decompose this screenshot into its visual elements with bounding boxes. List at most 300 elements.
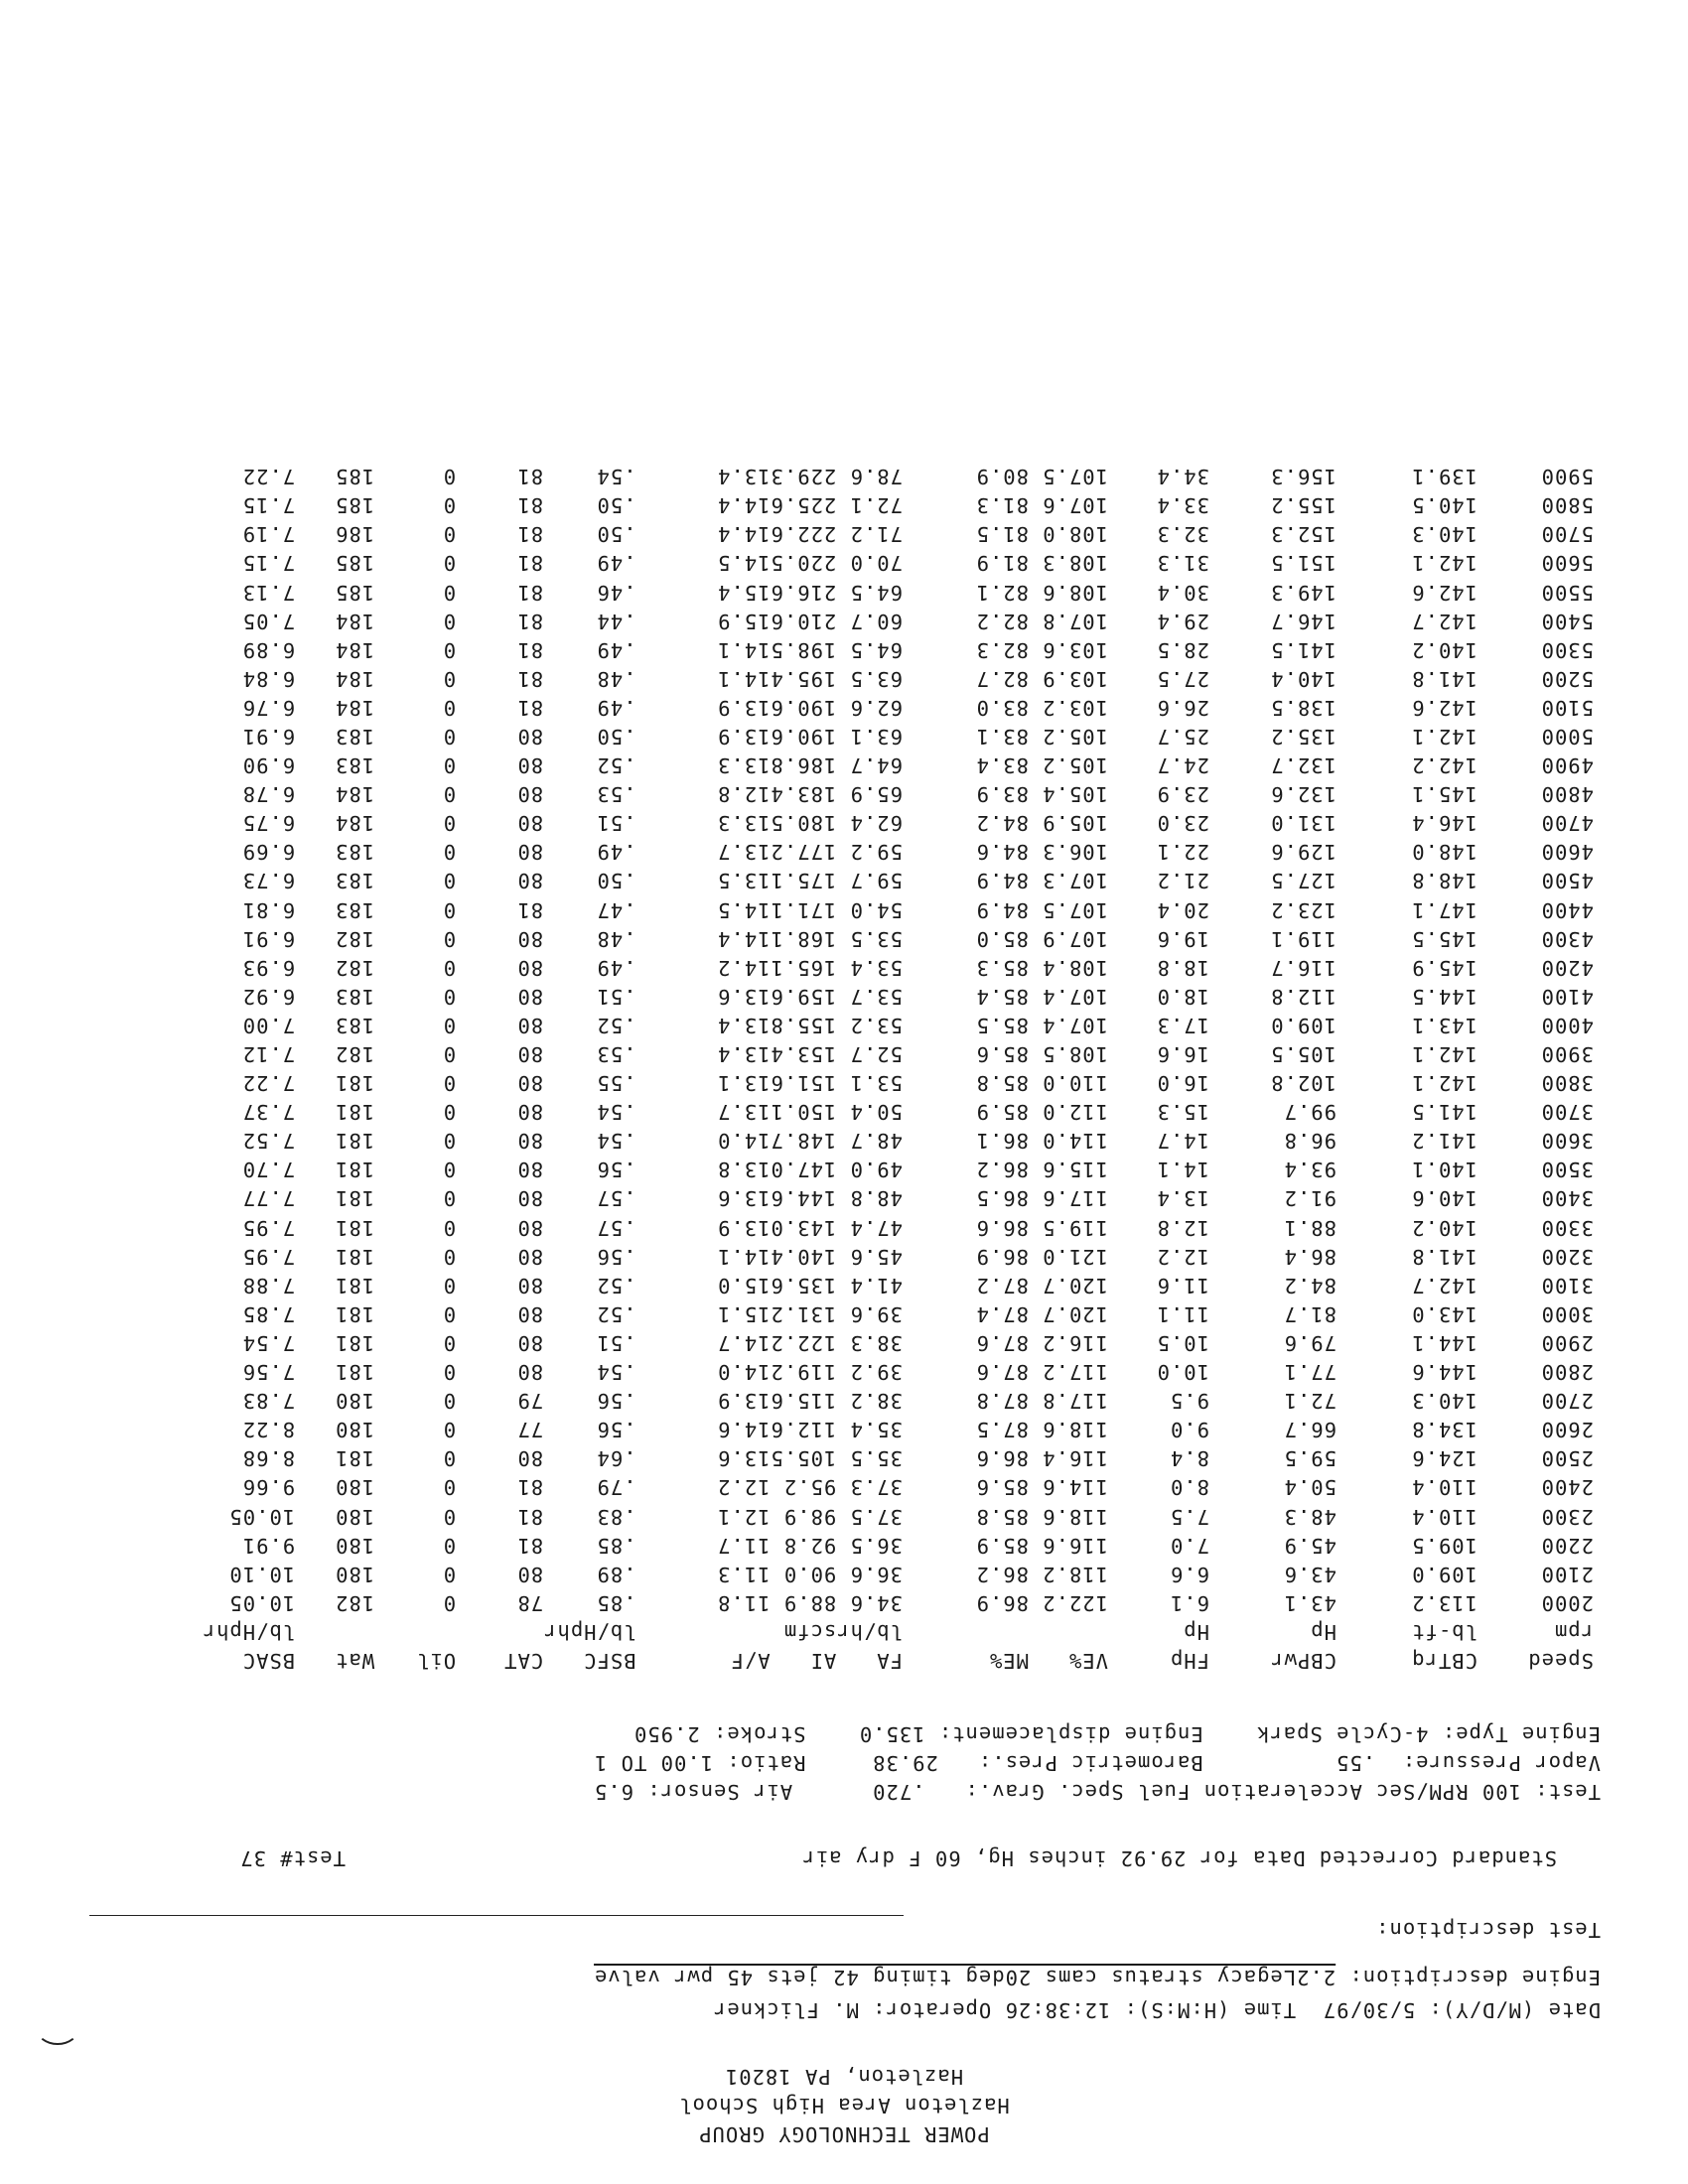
cell-af: 13.8	[717, 1158, 771, 1182]
cell-af: 14.4	[717, 926, 771, 951]
cell-cbpwr: 81.7	[1283, 1301, 1336, 1326]
cell-cat: 80	[516, 1042, 544, 1067]
cell-cbtrq: 148.0	[1411, 840, 1477, 865]
cell-af: 13.5	[717, 869, 771, 893]
column-header-bsac: lb/Hphr	[202, 1619, 296, 1644]
cell-cat: 80	[516, 1186, 544, 1211]
cell-cbtrq: 142.7	[1411, 1273, 1477, 1297]
cell-speed: 5100	[1540, 695, 1594, 720]
cell-me: 85.6	[975, 1475, 1029, 1500]
cell-me: 85.9	[975, 1100, 1029, 1125]
cell-oil: 0	[442, 1533, 457, 1558]
cell-oil: 0	[442, 1446, 457, 1471]
cell-cbtrq: 141.5	[1411, 1100, 1477, 1125]
cell-cbtrq: 142.6	[1411, 580, 1477, 605]
cell-ve: 112.0	[1042, 1100, 1108, 1125]
table-row	[203, 1183, 1594, 1212]
cell-ai: 225.6	[770, 493, 837, 518]
cell-af: 13.4	[717, 465, 771, 489]
cell-cat: 80	[516, 1244, 544, 1269]
cell-bsfc: .64	[596, 1446, 636, 1471]
cell-cbtrq: 140.2	[1411, 637, 1477, 662]
cell-bsfc: .50	[596, 869, 636, 893]
cell-fhp: 18.0	[1156, 984, 1209, 1009]
cell-me: 86.6	[975, 1446, 1029, 1471]
cell-fhp: 26.6	[1156, 695, 1209, 720]
cell-cbpwr: 123.2	[1270, 897, 1336, 922]
column-header-ai: AI	[809, 1649, 837, 1673]
cell-cat: 81	[516, 695, 544, 720]
cell-fhp: 32.3	[1156, 522, 1209, 547]
cell-af: 14.5	[717, 897, 771, 922]
cell-wat: 184	[335, 637, 375, 662]
cell-speed: 4700	[1540, 811, 1594, 836]
cell-bsac: 9.91	[241, 1533, 296, 1558]
column-header-me: ME%	[988, 1649, 1029, 1673]
cell-oil: 0	[442, 1590, 457, 1615]
standard-conditions: Standard Corrected Data for 29.92 inches Hg, 60 F dry air	[801, 1846, 1557, 1870]
cell-wat: 181	[335, 1071, 375, 1096]
column-header-me	[903, 1617, 1029, 1646]
cell-ai: 115.6	[770, 1389, 837, 1414]
cell-me: 85.6	[975, 1042, 1029, 1067]
cell-bsfc: .51	[596, 984, 636, 1009]
table-row	[203, 1271, 1594, 1299]
table-row	[203, 1501, 1594, 1530]
table-row	[203, 1443, 1594, 1472]
cell-bsfc: .46	[596, 580, 636, 605]
column-header-oil	[374, 1617, 456, 1646]
cell-wat: 181	[335, 1273, 375, 1297]
column-header-speed: Speed	[1527, 1649, 1594, 1673]
cell-cat: 80	[516, 926, 544, 951]
table-row	[203, 751, 1594, 779]
cell-cat: 80	[516, 725, 544, 749]
cell-fhp: 20.4	[1156, 897, 1209, 922]
cell-ai: 95.2	[782, 1475, 837, 1500]
cell-bsfc: .54	[596, 1360, 636, 1385]
cell-wat: 180	[335, 1504, 375, 1529]
cell-ve: 107.5	[1042, 465, 1108, 489]
cell-bsfc: .48	[596, 926, 636, 951]
cell-wat: 184	[335, 695, 375, 720]
cell-me: 83.1	[975, 725, 1029, 749]
cell-speed: 3300	[1540, 1215, 1594, 1240]
cell-af: 12.8	[717, 782, 771, 807]
cell-bsfc: .79	[596, 1475, 636, 1500]
cell-fhp: 8.4	[1169, 1446, 1209, 1471]
table-row	[203, 1039, 1594, 1068]
cell-cat: 81	[516, 897, 544, 922]
cell-speed: 3800	[1540, 1071, 1594, 1096]
cell-fa: 36.6	[849, 1562, 903, 1586]
cell-cbpwr: 112.8	[1270, 984, 1336, 1009]
table-row	[203, 635, 1594, 664]
cell-cbtrq: 109.0	[1411, 1562, 1477, 1586]
cell-fhp: 23.9	[1156, 782, 1209, 807]
cell-fhp: 31.3	[1156, 551, 1209, 576]
cell-cbpwr: 132.6	[1270, 782, 1336, 807]
cell-bsfc: .44	[596, 609, 636, 633]
cell-cat: 80	[516, 984, 544, 1009]
cell-cbtrq: 140.6	[1411, 1186, 1477, 1211]
cell-me: 82.2	[975, 609, 1029, 633]
cell-fa: 41.4	[849, 1273, 903, 1297]
engine-description-label: Engine description:	[1336, 1966, 1601, 1989]
cell-af: 12.1	[717, 1504, 771, 1529]
cell-cbtrq: 145.5	[1411, 926, 1477, 951]
cell-oil: 0	[442, 493, 457, 518]
cell-speed: 2100	[1540, 1562, 1594, 1586]
cell-cbpwr: 91.2	[1283, 1186, 1336, 1211]
cell-cbtrq: 142.1	[1411, 1042, 1477, 1067]
cell-bsac: 7.13	[241, 580, 296, 605]
cell-ve: 117.6	[1042, 1186, 1108, 1211]
cell-af: 13.7	[717, 1100, 771, 1125]
cell-af: 15.9	[717, 609, 771, 633]
cell-cbpwr: 149.3	[1270, 580, 1336, 605]
cell-fa: 54.0	[849, 897, 903, 922]
cell-wat: 181	[335, 1100, 375, 1125]
cell-wat: 183	[335, 725, 375, 749]
table-row	[203, 924, 1594, 953]
cell-me: 85.9	[975, 1533, 1029, 1558]
cell-ve: 107.3	[1042, 869, 1108, 893]
cell-oil: 0	[442, 1330, 457, 1355]
cell-speed: 2500	[1540, 1446, 1594, 1471]
cell-cat: 80	[516, 1071, 544, 1096]
cell-cbpwr: 102.8	[1270, 1071, 1336, 1096]
cell-bsfc: .85	[596, 1590, 636, 1615]
cell-bsfc: .53	[596, 782, 636, 807]
cell-bsfc: .54	[596, 1100, 636, 1125]
cell-cbpwr: 131.0	[1270, 811, 1336, 836]
org-name: POWER TECHNOLOGY GROUP	[698, 2122, 990, 2146]
cell-fhp: 11.1	[1156, 1301, 1209, 1326]
cell-oil: 0	[442, 1562, 457, 1586]
cell-cat: 80	[516, 1330, 544, 1355]
cell-oil: 0	[442, 580, 457, 605]
table-row	[203, 577, 1594, 606]
cell-ve: 118.2	[1042, 1562, 1108, 1586]
cell-cat: 81	[516, 580, 544, 605]
cell-bsfc: .56	[596, 1244, 636, 1269]
cell-cbpwr: 141.5	[1270, 637, 1336, 662]
cell-wat: 184	[335, 666, 375, 691]
cell-cat: 81	[516, 637, 544, 662]
cell-cbpwr: 45.9	[1283, 1533, 1336, 1558]
cell-bsac: 7.85	[241, 1301, 296, 1326]
cell-speed: 3200	[1540, 1244, 1594, 1269]
cell-af: 11.7	[717, 1533, 771, 1558]
cell-cbtrq: 142.1	[1411, 551, 1477, 576]
cell-ve: 120.7	[1042, 1301, 1108, 1326]
cell-fhp: 18.8	[1156, 955, 1209, 980]
cell-cbtrq: 142.1	[1411, 725, 1477, 749]
cell-cbtrq: 143.1	[1411, 1013, 1477, 1037]
cell-bsac: 6.92	[241, 984, 296, 1009]
cell-wat: 185	[335, 493, 375, 518]
cell-wat: 181	[335, 1215, 375, 1240]
cell-fa: 35.4	[849, 1418, 903, 1442]
cell-ve: 107.6	[1042, 493, 1108, 518]
cell-oil: 0	[442, 840, 457, 865]
cell-cbtrq: 110.4	[1411, 1475, 1477, 1500]
cell-fa: 50.4	[849, 1100, 903, 1125]
cell-fa: 72.1	[849, 493, 903, 518]
cell-fa: 53.2	[849, 1013, 903, 1037]
cell-speed: 3100	[1540, 1273, 1594, 1297]
cell-me: 87.4	[975, 1301, 1029, 1326]
cell-oil: 0	[442, 1244, 457, 1269]
cell-cbtrq: 144.6	[1411, 1360, 1477, 1385]
cell-wat: 184	[335, 609, 375, 633]
cell-cat: 80	[516, 1013, 544, 1037]
cell-af: 13.9	[717, 725, 771, 749]
cell-me: 85.4	[975, 984, 1029, 1009]
cell-bsac: 8.68	[241, 1446, 296, 1471]
cell-cbpwr: 105.5	[1270, 1042, 1336, 1067]
cell-fhp: 6.1	[1169, 1590, 1209, 1615]
cell-speed: 3000	[1540, 1301, 1594, 1326]
cell-cbpwr: 84.2	[1283, 1273, 1336, 1297]
cell-fhp: 12.2	[1156, 1244, 1209, 1269]
cell-fhp: 22.1	[1156, 840, 1209, 865]
cell-af: 14.5	[717, 551, 771, 576]
cell-fa: 49.0	[849, 1158, 903, 1182]
cell-ai: 210.6	[770, 609, 837, 633]
cell-af: 14.0	[717, 1129, 771, 1154]
cell-cbpwr: 86.4	[1283, 1244, 1336, 1269]
cell-bsac: 7.56	[241, 1360, 296, 1385]
cell-cbtrq: 140.5	[1411, 493, 1477, 518]
table-row	[203, 779, 1594, 808]
cell-cbtrq: 141.2	[1411, 1129, 1477, 1154]
cell-me: 86.2	[975, 1158, 1029, 1182]
cell-cbpwr: 155.2	[1270, 493, 1336, 518]
cell-cat: 80	[516, 955, 544, 980]
cell-cbpwr: 146.7	[1270, 609, 1336, 633]
column-header-af	[636, 1617, 771, 1646]
cell-me: 81.9	[975, 551, 1029, 576]
cell-fhp: 10.5	[1156, 1330, 1209, 1355]
cell-fhp: 9.5	[1169, 1389, 1209, 1414]
table-row	[203, 1531, 1594, 1560]
cell-speed: 5300	[1540, 637, 1594, 662]
cell-wat: 180	[335, 1562, 375, 1586]
cell-ve: 116.4	[1042, 1446, 1108, 1471]
cell-wat: 184	[335, 811, 375, 836]
cell-bsfc: .52	[596, 753, 636, 778]
cell-ve: 118.6	[1042, 1504, 1108, 1529]
cell-cbtrq: 142.1	[1411, 1071, 1477, 1096]
cell-cbtrq: 140.1	[1411, 1158, 1477, 1182]
cell-bsfc: .48	[596, 666, 636, 691]
cell-speed: 2800	[1540, 1360, 1594, 1385]
cell-ai: 171.1	[770, 897, 837, 922]
school-name: Hazleton Area High School	[678, 2094, 1010, 2117]
cell-bsac: 9.66	[241, 1475, 296, 1500]
cell-fhp: 15.3	[1156, 1100, 1209, 1125]
cell-fa: 36.5	[849, 1533, 903, 1558]
cell-wat: 183	[335, 984, 375, 1009]
cell-fhp: 25.7	[1156, 725, 1209, 749]
table-row	[203, 1415, 1594, 1443]
cell-ve: 108.4	[1042, 955, 1108, 980]
cell-cat: 80	[516, 1129, 544, 1154]
cell-cat: 80	[516, 811, 544, 836]
cell-bsac: 7.77	[241, 1186, 296, 1211]
cell-fa: 52.7	[849, 1042, 903, 1067]
column-header-wat	[295, 1617, 374, 1646]
cell-bsfc: .51	[596, 1330, 636, 1355]
cell-speed: 2900	[1540, 1330, 1594, 1355]
cell-wat: 180	[335, 1418, 375, 1442]
cell-ai: 135.6	[770, 1273, 837, 1297]
engine-description	[594, 1966, 1601, 1989]
cell-me: 84.6	[975, 840, 1029, 865]
cell-bsac: 7.22	[241, 1071, 296, 1096]
table-row	[203, 693, 1594, 722]
cell-me: 86.5	[975, 1186, 1029, 1211]
cell-ve: 114.6	[1042, 1475, 1108, 1500]
cell-oil: 0	[442, 1215, 457, 1240]
cell-cbpwr: 152.3	[1270, 522, 1336, 547]
cell-af: 13.4	[717, 1013, 771, 1037]
table-row	[203, 1097, 1594, 1126]
cell-speed: 2000	[1540, 1590, 1594, 1615]
cell-wat: 186	[335, 522, 375, 547]
column-header-cat	[456, 1617, 543, 1646]
cell-ai: 195.4	[770, 666, 837, 691]
cell-cat: 81	[516, 493, 544, 518]
cell-bsfc: .55	[596, 1071, 636, 1096]
cell-cbpwr: 116.7	[1270, 955, 1336, 980]
cell-af: 13.6	[717, 1446, 771, 1471]
table-row	[203, 490, 1594, 519]
cell-oil: 0	[442, 782, 457, 807]
cell-fa: 39.6	[849, 1301, 903, 1326]
cell-cbtrq: 113.2	[1411, 1590, 1477, 1615]
cell-wat: 181	[335, 1360, 375, 1385]
cell-me: 83.9	[975, 782, 1029, 807]
cell-ve: 115.6	[1042, 1158, 1108, 1182]
cell-fhp: 7.0	[1169, 1533, 1209, 1558]
cell-fhp: 19.6	[1156, 926, 1209, 951]
cell-cbtrq: 141.8	[1411, 1244, 1477, 1269]
cell-wat: 181	[335, 1301, 375, 1326]
cell-fa: 48.8	[849, 1186, 903, 1211]
cell-bsfc: .52	[596, 1273, 636, 1297]
table-row	[203, 866, 1594, 894]
cell-fa: 71.2	[849, 522, 903, 547]
cell-fa: 39.2	[849, 1360, 903, 1385]
cell-speed: 4600	[1540, 840, 1594, 865]
cell-wat: 181	[335, 1330, 375, 1355]
cell-oil: 0	[442, 926, 457, 951]
cell-bsfc: .83	[596, 1504, 636, 1529]
column-header-speed: rpm	[1553, 1619, 1594, 1644]
cell-speed: 4800	[1540, 782, 1594, 807]
cell-ve: 108.6	[1042, 580, 1108, 605]
cell-af: 11.3	[717, 1562, 771, 1586]
cell-me: 80.9	[975, 465, 1029, 489]
cell-bsac: 10.05	[228, 1504, 296, 1529]
cell-wat: 183	[335, 840, 375, 865]
cell-cbpwr: 93.4	[1283, 1158, 1336, 1182]
cell-speed: 2300	[1540, 1504, 1594, 1529]
cell-oil: 0	[442, 869, 457, 893]
cell-cbpwr: 109.0	[1270, 1013, 1336, 1037]
cell-fa: 78.6	[849, 465, 903, 489]
cell-af: 15.4	[717, 580, 771, 605]
cell-cbpwr: 138.5	[1270, 695, 1336, 720]
cell-oil: 0	[442, 1475, 457, 1500]
cell-wat: 180	[335, 1389, 375, 1414]
cell-oil: 0	[442, 551, 457, 576]
table-row	[203, 1011, 1594, 1039]
cell-speed: 5900	[1540, 465, 1594, 489]
cell-af: 14.1	[717, 637, 771, 662]
table-row	[203, 1328, 1594, 1357]
cell-ai: 177.2	[770, 840, 837, 865]
cell-ai: 150.1	[770, 1100, 837, 1125]
cell-af: 13.6	[717, 984, 771, 1009]
cell-fa: 70.0	[849, 551, 903, 576]
cell-bsac: 6.69	[241, 840, 296, 865]
cell-ve: 122.2	[1042, 1590, 1108, 1615]
cell-fa: 53.4	[849, 955, 903, 980]
cell-bsfc: .56	[596, 1158, 636, 1182]
cell-me: 85.8	[975, 1504, 1029, 1529]
cell-af: 14.7	[717, 1330, 771, 1355]
cell-af: 13.3	[717, 811, 771, 836]
cell-ve: 105.4	[1042, 782, 1108, 807]
cell-ve: 121.0	[1042, 1244, 1108, 1269]
table-row	[203, 808, 1594, 837]
cell-ai: 119.2	[770, 1360, 837, 1385]
cell-ai: 148.7	[770, 1129, 837, 1154]
cell-fhp: 16.6	[1156, 1042, 1209, 1067]
cell-fa: 59.7	[849, 869, 903, 893]
cell-cbpwr: 151.5	[1270, 551, 1336, 576]
cell-cat: 80	[516, 1158, 544, 1182]
cell-me: 83.4	[975, 753, 1029, 778]
cell-cbpwr: 99.7	[1283, 1100, 1336, 1125]
cell-cbtrq: 145.9	[1411, 955, 1477, 980]
cell-cat: 81	[516, 1504, 544, 1529]
cell-ai: 183.4	[770, 782, 837, 807]
column-header-ve: VE%	[1067, 1649, 1108, 1673]
cell-bsfc: .50	[596, 493, 636, 518]
cell-oil: 0	[442, 1129, 457, 1154]
cell-oil: 0	[442, 695, 457, 720]
cell-af: 14.2	[717, 955, 771, 980]
cell-bsac: 6.91	[241, 926, 296, 951]
cell-fa: 37.5	[849, 1504, 903, 1529]
cell-bsfc: .89	[596, 1562, 636, 1586]
cell-ve: 107.8	[1042, 609, 1108, 633]
cell-wat: 185	[335, 580, 375, 605]
cell-ai: 180.5	[770, 811, 837, 836]
cell-bsac: 7.19	[241, 522, 296, 547]
cell-speed: 4300	[1540, 926, 1594, 951]
cell-cbpwr: 50.4	[1283, 1475, 1336, 1500]
cell-cbpwr: 43.1	[1283, 1590, 1336, 1615]
cell-speed: 5800	[1540, 493, 1594, 518]
cell-bsfc: .49	[596, 551, 636, 576]
cell-bsfc: .50	[596, 522, 636, 547]
